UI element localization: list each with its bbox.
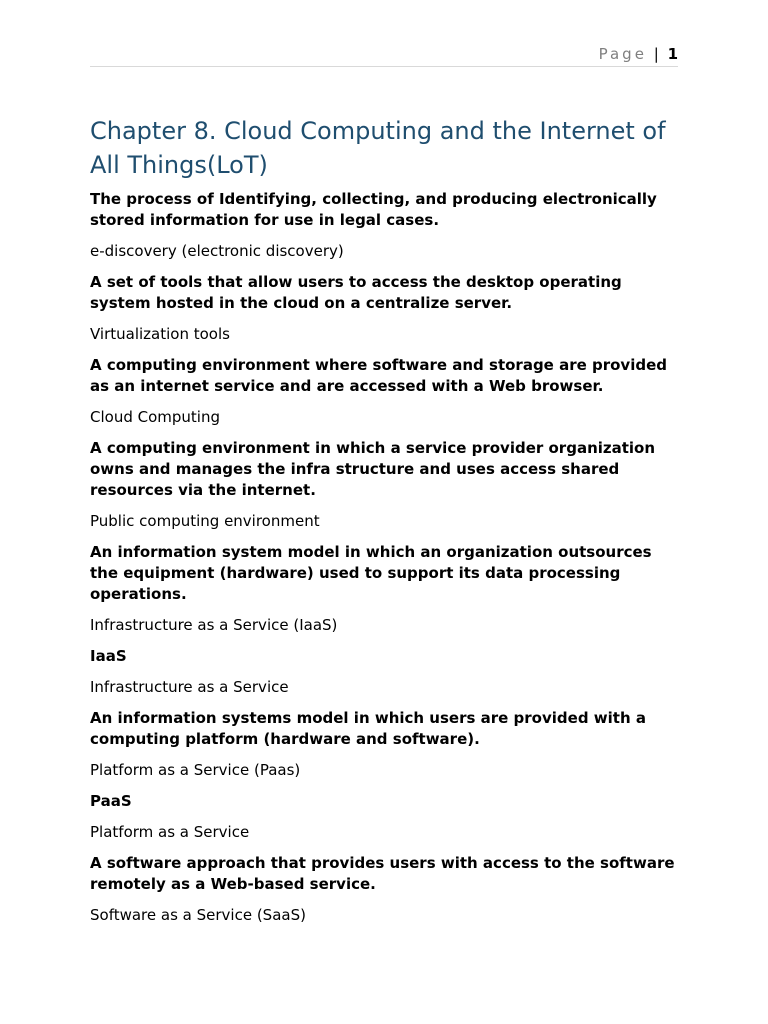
entry-definition: e-discovery (electronic discovery) xyxy=(90,242,344,260)
document-body xyxy=(90,114,682,936)
entry-term: PaaS xyxy=(90,792,132,810)
document-page xyxy=(90,0,678,1024)
entry-term: An information system model in which an organization outsources the equipment (hardware) used to support its data processing operations. xyxy=(90,543,652,603)
entry-term: The process of Identifying, collecting, and producing electronically stored information for use in legal cases. xyxy=(90,190,657,229)
chapter-title: Chapter 8. Cloud Computing and the Internet of All Things(LoT) xyxy=(90,117,666,179)
entry xyxy=(90,791,682,843)
entry-term: An information systems model in which users are provided with a computing platform (hardware and software). xyxy=(90,709,646,748)
entry-definition: Infrastructure as a Service (IaaS) xyxy=(90,616,338,634)
entry xyxy=(90,708,682,781)
entry xyxy=(90,189,682,262)
entry-definition: Public computing environment xyxy=(90,512,320,530)
entry xyxy=(90,272,682,345)
entry-term: A set of tools that allow users to access the desktop operating system hosted in the cloud on a centralize server. xyxy=(90,273,622,312)
entry xyxy=(90,646,682,698)
entry-definition: Cloud Computing xyxy=(90,408,220,426)
header-rule xyxy=(90,66,678,67)
entry-definition: Platform as a Service (Paas) xyxy=(90,761,301,779)
entry-term: A computing environment where software and storage are provided as an internet service and are accessed with a Web browser. xyxy=(90,356,667,395)
page-separator: | xyxy=(653,45,659,63)
page-header xyxy=(599,44,678,64)
entry-term: A computing environment in which a service provider organization owns and manages the infra structure and uses access shared resources via the internet. xyxy=(90,439,656,499)
entry-definition: Software as a Service (SaaS) xyxy=(90,906,306,924)
entry-definition: Infrastructure as a Service xyxy=(90,678,289,696)
entry xyxy=(90,438,682,532)
entry xyxy=(90,542,682,636)
page-word: Page xyxy=(598,45,647,63)
page-number: 1 xyxy=(667,45,678,63)
entry xyxy=(90,355,682,428)
entry-definition: Platform as a Service xyxy=(90,823,250,841)
entry-term: IaaS xyxy=(90,647,127,665)
entry xyxy=(90,853,682,926)
entry-definition: Virtualization tools xyxy=(90,325,230,343)
entry-term: A software approach that provides users with access to the software remotely as a Web-based service. xyxy=(90,854,675,893)
